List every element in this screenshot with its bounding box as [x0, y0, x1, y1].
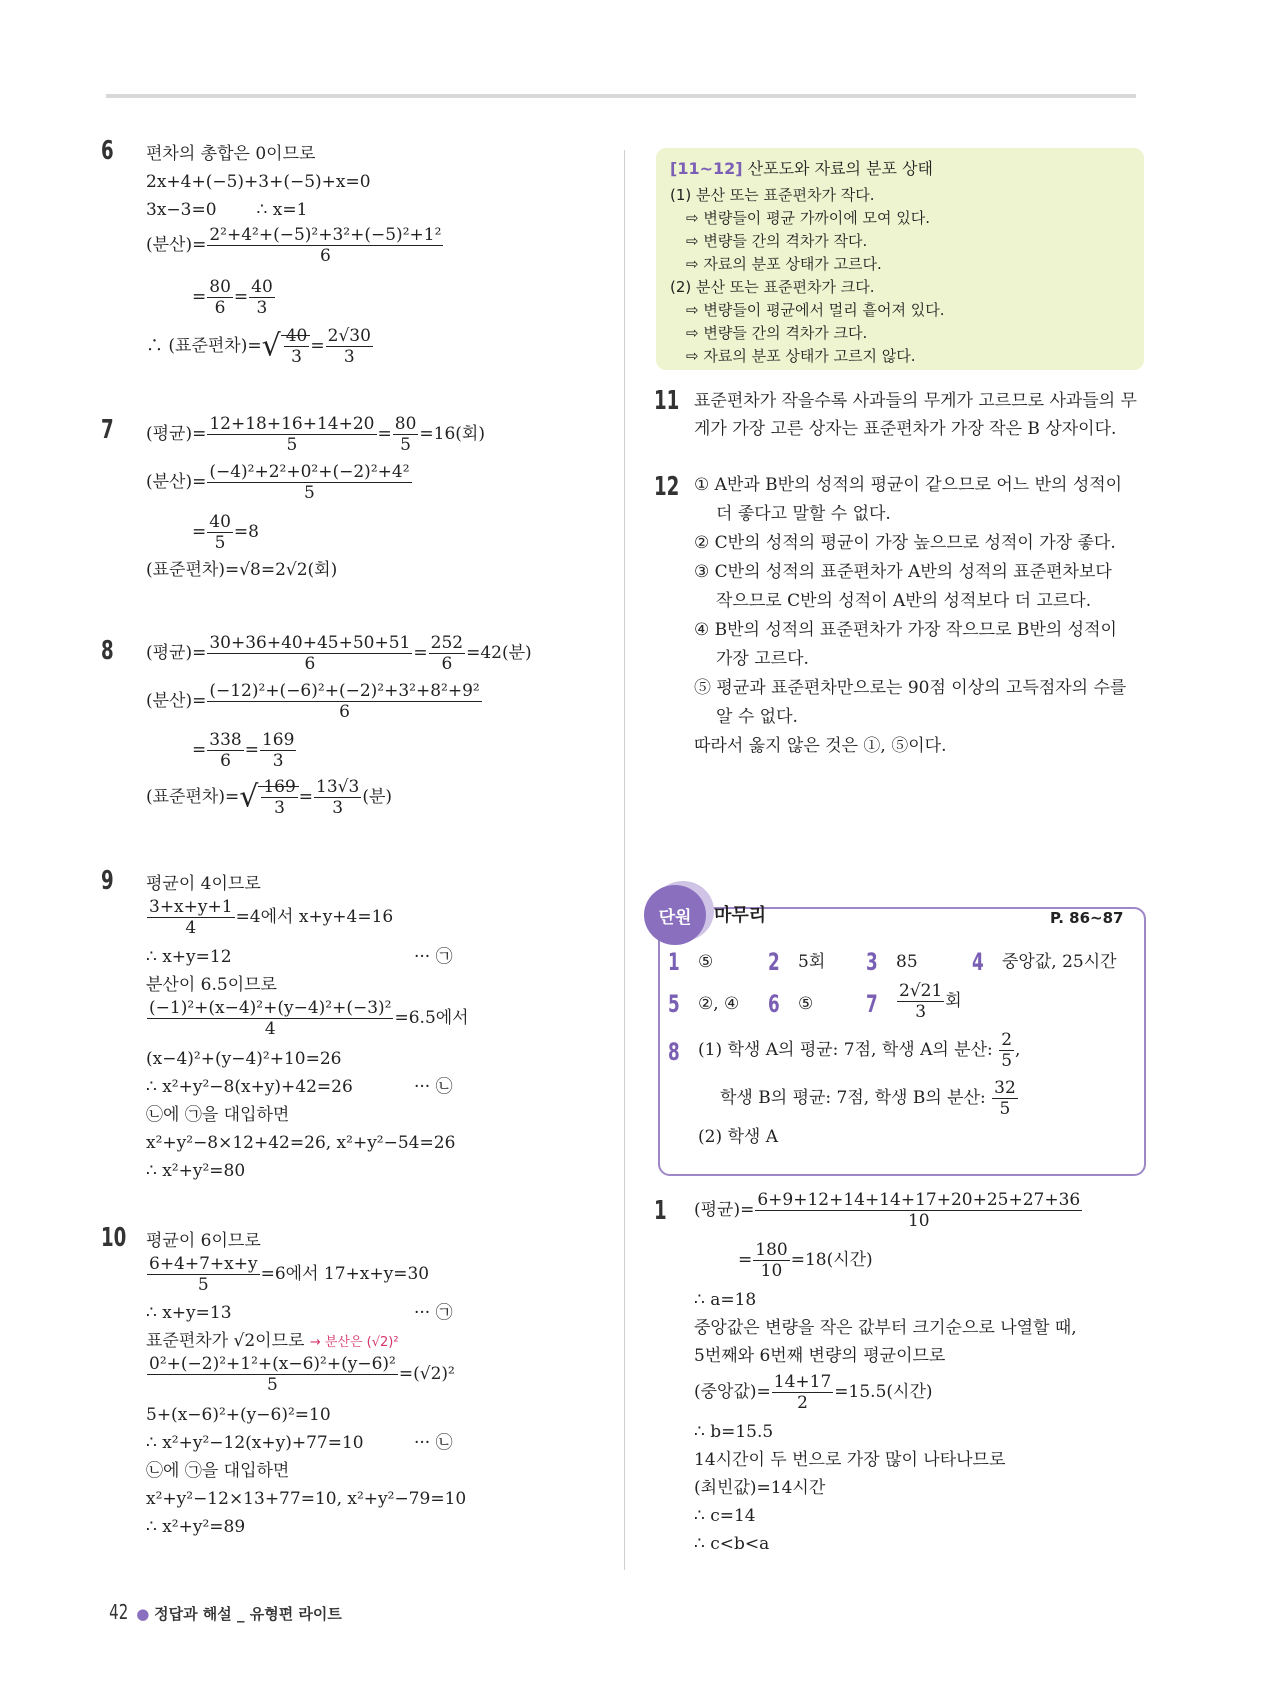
problem-number-8: 8	[101, 636, 114, 666]
p10-variance-eq: $\frac{\text{0²+(−2)²+1²+(x−6)²+(y−6)²}}{5}$ =(√2)²	[149, 1354, 455, 1395]
p9-line-7: ∴ x²+y²−8(x+y)+42=26	[146, 1077, 353, 1097]
p6-variance: (분산)= $\frac{\text{2²+4²+(−5)²+3²+(−5)²+1²}}{6}$	[146, 225, 442, 266]
answer-number: 4	[972, 948, 984, 976]
p12-line: ③ C반의 성적의 표준편차가 A반의 성적의 표준편차보다	[694, 562, 1112, 582]
p8-mean: (평균)= $\frac{30+36+40+45+50+51}{6}$ = $\frac{252}{6}$ =42(분)	[146, 633, 532, 674]
p6-line-2: 2x+4+(−5)+3+(−5)+x=0	[146, 172, 371, 192]
unit-title: 마무리	[714, 905, 767, 926]
page-footer	[106, 1600, 342, 1624]
answer-8-part-1b: 학생 B의 평균: 7점, 학생 B의 분산: $\frac{32}{5}$	[720, 1078, 1016, 1119]
s1-mean-result: = $\frac{180}{10}$ =18(시간)	[738, 1240, 873, 1281]
p7-variance: (분산)= $\frac{\text{(−4)²+2²+0²+(−2)²+4²}}{5}$	[146, 462, 410, 503]
p9-line-1: 평균이 4이므로	[146, 874, 261, 894]
p10-line-4: 표준편차가 √2이므로 → 분산은 (√2)²	[146, 1331, 399, 1351]
answer-3: 85	[896, 952, 918, 972]
p7-variance-result: = $\frac{40}{5}$ =8	[192, 512, 259, 553]
column-divider	[624, 150, 625, 1570]
answer-number: 2	[768, 948, 780, 976]
answer-8-part-1: (1) 학생 A의 평균: 7점, 학생 A의 분산: $\frac{2}{5}$ ,	[698, 1030, 1021, 1071]
p10-line-9: x²+y²−12×13+77=10, x²+y²−79=10	[146, 1489, 467, 1509]
problem-number-10: 10	[101, 1223, 127, 1253]
footer-text: 정답과 해설 _ 유형편 라이트	[154, 1605, 342, 1623]
s1-line-5: 5번째와 6번째 변량의 평균이므로	[694, 1346, 946, 1366]
p12-line: 작으므로 C반의 성적이 A반의 성적보다 더 고르다.	[716, 591, 1092, 611]
bullet-icon: ●	[136, 1605, 150, 1623]
p10-side-note: → 분산은 (√2)²	[309, 1335, 399, 1350]
p12-line: 더 좋다고 말할 수 없다.	[716, 504, 891, 524]
p10-line-3: ∴ x+y=13	[146, 1303, 232, 1323]
p8-std-dev: (표준편차)=√ $\frac{169}{3}$ = $\frac{13√3}{3}$ (분)	[146, 777, 392, 818]
p12-line: ④ B반의 성적의 표준편차가 가장 작으므로 B반의 성적이	[694, 620, 1117, 640]
p9-mean-eq: $\frac{3+x+y+1}{4}$ =4에서 x+y+4=16	[149, 897, 394, 938]
p8-variance: (분산)= $\frac{\text{(−12)²+(−6)²+(−2)²+3²+8²+9²}}{6}$	[146, 681, 480, 722]
p11-line-1: 표준편차가 작을수록 사과들의 무게가 고르므로 사과들의 무	[694, 391, 1137, 411]
tip-line: ⇨ 변량들 간의 격차가 작다.	[686, 232, 868, 250]
tip-box	[656, 148, 1144, 370]
page-number: 42	[109, 1600, 129, 1624]
answer-number: 6	[768, 990, 780, 1018]
answer-8-part-2: (2) 학생 A	[698, 1127, 779, 1147]
p6-std-dev: ∴ (표준편차)=√ $\frac{40}{3}$ = $\frac{2√30}{3}$	[146, 326, 371, 367]
tip-title: [11~12] 산포도와 자료의 분포 상태	[670, 159, 933, 178]
p7-std-dev: (표준편차)=√8=2√2(회)	[146, 560, 338, 580]
p11-line-2: 게가 가장 고른 상자는 표준편차가 가장 작은 B 상자이다.	[694, 419, 1117, 439]
s1-line-7: ∴ b=15.5	[694, 1422, 774, 1442]
problem-number-7: 7	[101, 415, 114, 445]
p10-line-8: ㉡에 ㉠을 대입하면	[146, 1461, 290, 1481]
answer-number: 1	[668, 948, 680, 976]
tip-line: (1) 분산 또는 표준편차가 작다.	[670, 186, 875, 204]
answer-7: $\frac{2√21}{3}$ 회	[899, 981, 962, 1022]
p9-line-10: ∴ x²+y²=80	[146, 1161, 246, 1181]
p9-line-3: ∴ x+y=12	[146, 947, 232, 967]
s1-line-11: ∴ c<b<a	[694, 1534, 770, 1554]
answer-1: ⑤	[698, 952, 714, 972]
solution-number-1: 1	[654, 1196, 667, 1226]
tip-line: ⇨ 변량들 간의 격차가 크다.	[686, 324, 868, 342]
p9-marker-1: ··· ㉠	[414, 947, 453, 967]
p10-marker-1: ··· ㉠	[414, 1303, 453, 1323]
p10-line-7: ∴ x²+y²−12(x+y)+77=10	[146, 1433, 364, 1453]
problem-number-6: 6	[101, 136, 114, 166]
problem-number-9: 9	[101, 866, 114, 896]
unit-pages: P. 86~87	[1050, 909, 1124, 927]
s1-line-3: ∴ a=18	[694, 1290, 757, 1310]
unit-badge: 단원	[644, 885, 706, 945]
answer-2: 5회	[798, 952, 826, 972]
tip-line: ⇨ 변량들이 평균에서 멀리 흩어져 있다.	[686, 301, 945, 319]
p12-line: ② C반의 성적의 평균이 가장 높으므로 성적이 가장 좋다.	[694, 533, 1116, 553]
p12-line: 가장 고르다.	[716, 649, 809, 669]
p12-line: ① A반과 B반의 성적의 평균이 같으므로 어느 반의 성적이	[694, 475, 1123, 495]
p8-variance-result: = $\frac{338}{6}$ = $\frac{169}{3}$	[192, 730, 295, 771]
answer-number: 5	[668, 990, 680, 1018]
p6-line-3: 3x−3=0 ∴ x=1	[146, 200, 308, 220]
p12-line: 알 수 없다.	[716, 707, 798, 727]
answer-6: ⑤	[798, 994, 814, 1014]
p12-line: ⑤ 평균과 표준편차만으로는 90점 이상의 고득점자의 수를	[694, 678, 1127, 698]
s1-line-8: 14시간이 두 번으로 가장 많이 나타나므로	[694, 1450, 1006, 1470]
p12-line: 따라서 옳지 않은 것은 ①, ⑤이다.	[694, 736, 947, 756]
s1-mean: (평균)= $\frac{6+9+12+14+14+17+20+25+27+36}{10}$	[694, 1190, 1081, 1231]
p7-mean: (평균)= $\frac{12+18+16+14+20}{5}$ = $\frac{80}{5}$ =16(회)	[146, 414, 485, 455]
problem-number-12: 12	[654, 472, 680, 502]
s1-line-4: 중앙값은 변량을 작은 값부터 크기순으로 나열할 때,	[694, 1318, 1077, 1338]
answer-number: 8	[668, 1038, 680, 1066]
p6-line-1: 편차의 총합은 0이므로	[146, 144, 316, 164]
tip-line: ⇨ 자료의 분포 상태가 고르지 않다.	[686, 347, 916, 365]
answer-5: ②, ④	[698, 994, 740, 1014]
p10-line-6: 5+(x−6)²+(y−6)²=10	[146, 1405, 331, 1425]
problem-number-11: 11	[654, 386, 680, 416]
answer-number: 7	[866, 990, 878, 1018]
s1-median: (중앙값)= $\frac{14+17}{2}$ =15.5(시간)	[694, 1372, 933, 1413]
answer-number: 3	[866, 948, 878, 976]
p9-variance-eq: $\frac{\text{(−1)²+(x−4)²+(y−4)²+(−3)²}}{4}$ =6.5에서	[149, 998, 469, 1039]
tip-line: ⇨ 자료의 분포 상태가 고르다.	[686, 255, 882, 273]
answer-4: 중앙값, 25시간	[1002, 952, 1117, 972]
p6-variance-simplified: = $\frac{80}{6}$ = $\frac{40}{3}$	[192, 277, 273, 318]
p10-line-10: ∴ x²+y²=89	[146, 1517, 246, 1537]
tip-line: (2) 분산 또는 표준편차가 크다.	[670, 278, 875, 296]
p9-line-4: 분산이 6.5이므로	[146, 975, 277, 995]
p10-marker-2: ··· ㉡	[414, 1433, 453, 1453]
s1-line-9: (최빈값)=14시간	[694, 1478, 826, 1498]
p10-line-1: 평균이 6이므로	[146, 1231, 261, 1251]
s1-line-10: ∴ c=14	[694, 1506, 756, 1526]
p10-mean-eq: $\frac{6+4+7+x+y}{5}$ =6에서 17+x+y=30	[149, 1254, 430, 1295]
p9-line-6: (x−4)²+(y−4)²+10=26	[146, 1049, 342, 1069]
p9-marker-2: ··· ㉡	[414, 1077, 453, 1097]
top-rule	[106, 94, 1136, 98]
p9-line-8: ㉡에 ㉠을 대입하면	[146, 1105, 290, 1125]
tip-line: ⇨ 변량들이 평균 가까이에 모여 있다.	[686, 209, 931, 227]
p9-line-9: x²+y²−8×12+42=26, x²+y²−54=26	[146, 1133, 456, 1153]
